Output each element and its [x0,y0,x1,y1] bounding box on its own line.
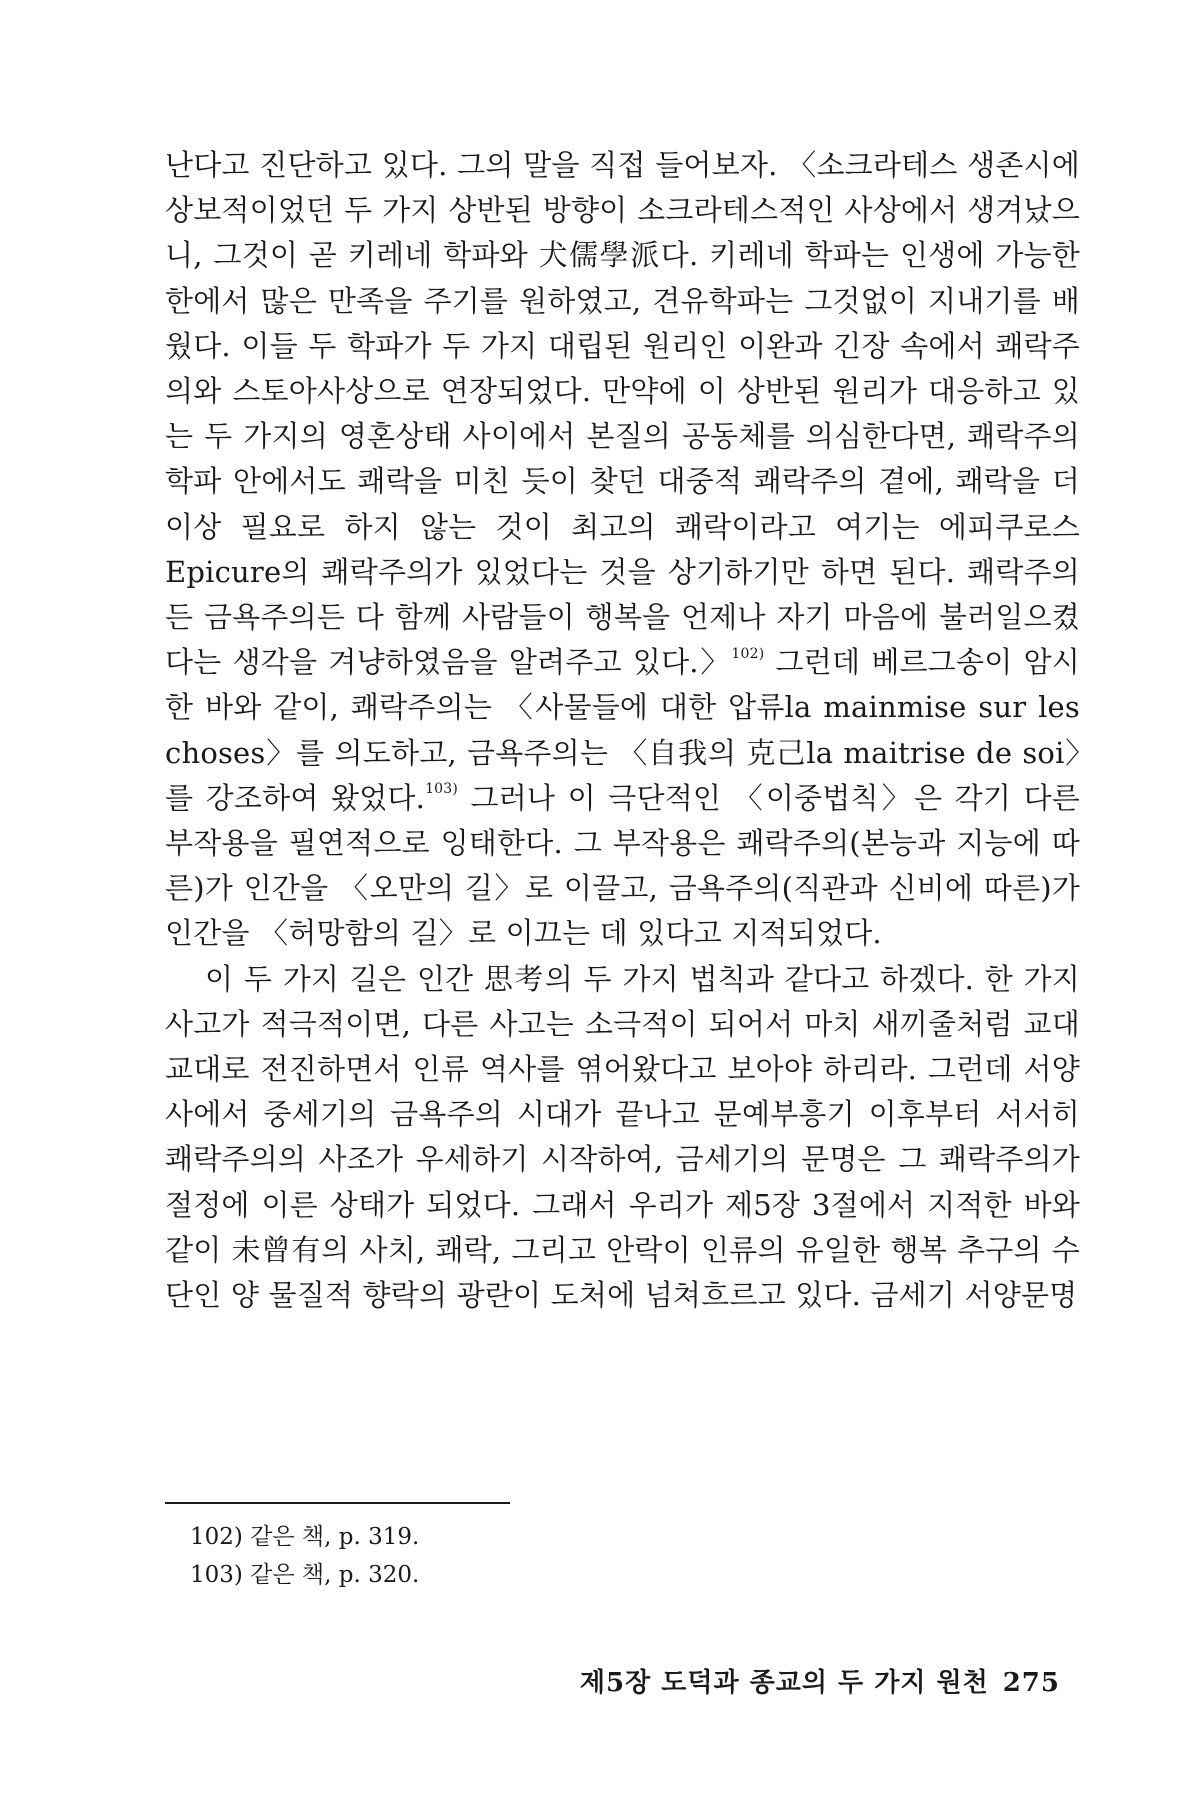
body-text [165,143,1080,1318]
footnote-103: 103) 같은 책, p. 320. [190,1562,420,1588]
footnote-102: 102) 같은 책, p. 319. [190,1524,420,1550]
running-footer [580,1662,1060,1699]
paragraph-1 [165,143,1080,957]
paragraph-2: 이 두 가지 길은 인간 思考의 두 가지 법칙과 같다고 하겠다. 한 가지 사고가 적극적이면, 다른 사고는 소극적이 되어서 마치 새끼줄처럼 교대교대로 전진하면서 인류 역사를 엮어왔다고 보아야 하리라. 그런데 서양사에서 중세기의 금욕주의 시대가 끝나고 문예부흥기 이후부터 서서히 쾌락주의의 사조가 우세하기 시작하여, 금세기의 문명은 그 쾌락주의가 절정에 이른 상태가 되었다. 그래서 우리가 제5장 3절에서 지적한 바와 같이 未曾有의 사치, 쾌락, 그리고 안락이 인류의 유일한 행복 추구의 수단인 양 물질적 향락의 광란이 도처에 넘쳐흐르고 있다. 금세기 서양문명 [165,961,1080,1313]
page-number: 275 [1002,1668,1060,1698]
chapter-title: 제5장 도덕과 종교의 두 가지 원천 [579,1668,989,1698]
footnote-divider [165,1502,510,1504]
paragraph-1-part-c: 그러나 이 극단적인 〈이중법칙〉은 각기 다른 부작용을 필연적으로 잉태한다. 그 부작용은 쾌락주의(본능과 지능에 따른)가 인간을 〈오만의 길〉로 이끌고, 금욕주의(직관과 신비에 따른)가 인간을 〈허망함의 길〉로 이끄는 데 있다고 지적되었다. [165,780,1080,951]
paragraph-1-part-a: 난다고 진단하고 있다. 그의 말을 직접 들어보자. 〈소크라테스 생존시에 상보적이었던 두 가지 상반된 방향이 소크라테스적인 사상에서 생겨났으니, 그것이 곧 키레네 학파와 犬儒學派다. 키레네 학파는 인생에 가능한 한에서 많은 만족을 주기를 원하였고, 견유학파는 그것없이 지내기를 배웠다. 이들 두 학파가 두 가지 대립된 원리인 이완과 긴장 속에서 쾌락주의와 스토아사상으로 연장되었다. 만약에 이 상반된 원리가 대응하고 있는 두 가지의 영혼상태 사이에서 본질의 공동체를 의심한다면, 쾌락주의 학파 안에서도 쾌락을 미친 듯이 찾던 대중적 쾌락주의 곁에, 쾌락을 더 이상 필요로 하지 않는 것이 최고의 쾌락이라고 여기는 에피쿠로스 Epicure의 쾌락주의가 있었다는 것을 상기하기만 하면 된다. 쾌락주의든 금욕주의든 다 함께 사람들이 행복을 언제나 자기 마음에 불러일으켰다는 생각을 겨냥하였음을 알려주고 있다.〉 [165,148,1080,680]
footnote-ref-102: 102) [731,645,765,662]
paragraph-1-part-b: 그런데 베르그송이 암시한 바와 같이, 쾌락주의는 〈사물들에 대한 압류la mainmise sur les choses〉를 의도하고, 금욕주의는 〈自我의 克己la maitrise de soi〉를 강조하여 왔었다. [165,645,1080,815]
footnote-ref-103: 103) [425,781,459,798]
footnotes [190,1518,419,1594]
